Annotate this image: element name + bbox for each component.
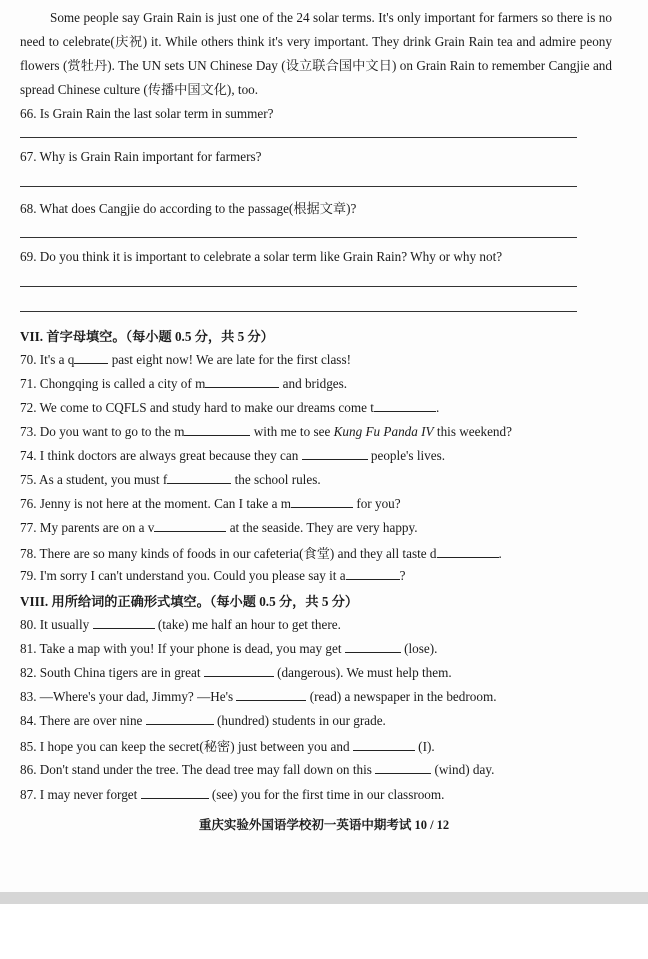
item-70: 70. It's a q past eight now! We are late for the first class! <box>20 352 351 367</box>
answer-line-67 <box>20 186 577 187</box>
item-76: 76. Jenny is not here at the moment. Can I take a m for you? <box>20 496 401 511</box>
item-75: 75. As a student, you must f the school rules. <box>20 472 321 487</box>
question-67: 67. Why is Grain Rain important for farmers? <box>20 149 262 164</box>
question-68: 68. What does Cangjie do according to the passage(根据文章)? <box>20 201 357 216</box>
answer-line-66 <box>20 137 577 138</box>
item-87: 87. I may never forget (see) you for the first time in our classroom. <box>20 787 445 802</box>
item-86: 86. Don't stand under the tree. The dead tree may fall down on this (wind) day. <box>20 762 495 777</box>
question-69: 69. Do you think it is important to celebrate a solar term like Grain Rain? Why or why not? <box>20 249 503 264</box>
item-82: 82. South China tigers are in great (dangerous). We must help them. <box>20 665 452 680</box>
item-79: 79. I'm sorry I can't understand you. Could you please say it a ? <box>20 568 406 583</box>
item-78: 78. There are so many kinds of foods in our cafeteria(食堂) and they all taste d . <box>20 546 502 561</box>
item-74: 74. I think doctors are always great because they can people's lives. <box>20 448 446 463</box>
item-83: 83. —Where's your dad, Jimmy? —He's (read) a newspaper in the bedroom. <box>20 689 497 704</box>
page-footer: 重庆实验外国语学校初一英语中期考试 10 / 12 <box>198 818 450 832</box>
item-71: 71. Chongqing is called a city of m and bridges. <box>20 376 348 391</box>
section-8-heading: VIII. 用所给词的正确形式填空。（每小题 0.5 分，共 5 分） <box>20 594 359 609</box>
reading-passage: Some people say Grain Rain is just one of the 24 solar terms. It's only important for farmers so there is no need to celebrate(庆祝) it. While others think it's very important. They drink Grain Rain tea and admire peony flowers (赏牡丹). The UN sets UN Chinese Day (设立联合国中文日) on Grain Rain to remember Cangjie and spread Chinese culture (传播中国文化), too. <box>20 10 612 97</box>
page-separator <box>0 892 648 904</box>
answer-line-68 <box>20 237 577 238</box>
question-66: 66. Is Grain Rain the last solar term in summer? <box>20 106 274 121</box>
item-77: 77. My parents are on a v at the seaside. They are very happy. <box>20 520 418 535</box>
item-72: 72. We come to CQFLS and study hard to make our dreams come t . <box>20 400 440 415</box>
item-81: 81. Take a map with you! If your phone is dead, you may get (lose). <box>20 641 438 656</box>
item-80: 80. It usually (take) me half an hour to get there. <box>20 617 341 632</box>
item-73: 73. Do you want to go to the m with me to see Kung Fu Panda IV this weekend? <box>20 424 512 439</box>
item-84: 84. There are over nine (hundred) students in our grade. <box>20 713 386 728</box>
answer-line-69b <box>20 311 577 312</box>
item-85: 85. I hope you can keep the secret(秘密) just between you and (I). <box>20 739 435 754</box>
answer-line-69a <box>20 286 577 287</box>
section-7-heading: VII. 首字母填空。（每小题 0.5 分，共 5 分） <box>20 329 274 344</box>
